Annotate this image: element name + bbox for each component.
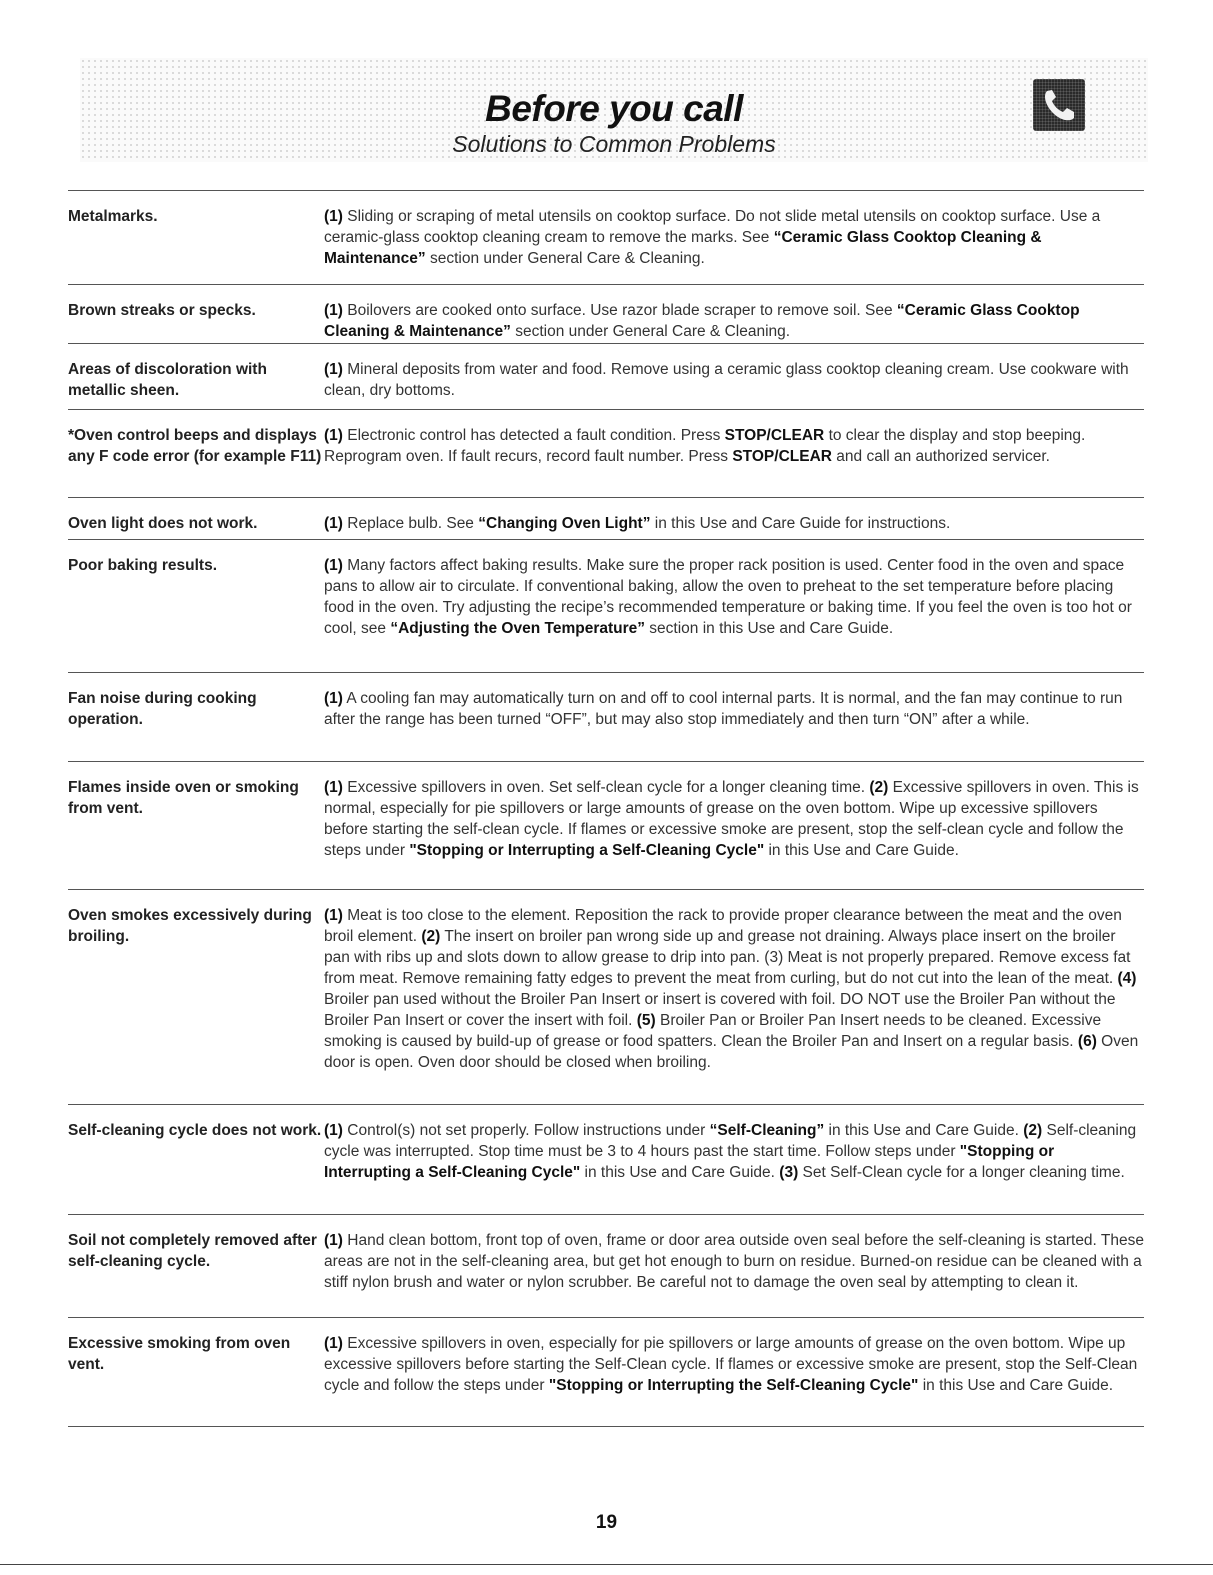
problem-label: Poor baking results. [68,557,218,574]
table-row [68,1214,1144,1317]
table-row [68,497,1144,539]
solution-text: (1) Hand clean bottom, front top of oven, frame or door area outside oven seal before the self-cleaning is started. These areas are not in the self-cleaning area, but get hot enough to burn on residue. Burned-on residue can be cleaned with a stiff nylon brush and water or nylon scrubber. Be careful not to damage the oven seal by attempting to clean it. [324,1232,1144,1291]
emphasis-text: (1) [324,1335,343,1352]
emphasis-text: (4) [1117,970,1137,987]
page-number: 19 [595,1512,618,1533]
phone-handset-icon [1033,79,1085,131]
problem-label: Areas of discoloration with metallic sheen. [68,361,267,399]
emphasis-text: (6) [1077,1033,1097,1050]
problem-label: Oven smokes excessively during broiling. [68,907,312,945]
emphasis-text: "Stopping or Interrupting a Self-Cleaning Cycle" [324,1143,1055,1181]
emphasis-text: (1) [324,1232,343,1249]
solution-text: (1) Excessive spillovers in oven, especially for pie spillovers or large amounts of grease on the oven bottom. Wipe up excessive spillovers before starting the Self-Clean cycle. If flames or excessive smoke are present, stop the Self-Clean cycle and follow the steps under "Stopping or Interrupting the Self-Cleaning Cycle" in this Use and Care Guide. [324,1335,1138,1394]
emphasis-text: (1) [324,690,343,707]
emphasis-text: “Ceramic Glass Cooktop Cleaning & Maintenance” [324,302,1080,340]
emphasis-text: (2) [421,928,441,945]
solution-text: (1) Mineral deposits from water and food. Remove using a ceramic glass cooktop cleaning cream. Use cookware with clean, dry bottoms. [324,361,1129,399]
table-row [68,190,1144,284]
emphasis-text: (1) [324,302,343,319]
table-row [68,343,1144,409]
emphasis-text: (3) [779,1164,799,1181]
table-row [68,409,1144,497]
page-subtitle: Solutions to Common Problems [452,131,776,157]
solution-text: (1) A cooling fan may automatically turn on and off to cool internal parts. It is normal, and the fan may continue to run after the range has been turned “OFF”, but may also stop immediately and then turn “ON” after a while. [324,690,1123,728]
emphasis-text: STOP/CLEAR [724,427,825,444]
emphasis-text: STOP/CLEAR [732,448,832,465]
troubleshooting-table [68,190,1144,1427]
emphasis-text: (1) [324,779,343,796]
table-row [68,539,1144,672]
solution-text: (1) Excessive spillovers in oven. Set self-clean cycle for a longer cleaning time. (2) Excessive spillovers in oven. This is normal, especially for pie spillovers or large amounts of grease on the oven bottom. Wipe up excessive spillovers before starting the self-clean cycle. If flames or excessive smoke are present, stop the self-clean cycle and follow the steps under "Stopping or Interrupting a Self-Cleaning Cycle" in this Use and Care Guide. [324,779,1139,859]
emphasis-text: “Ceramic Glass Cooktop Cleaning & Maintenance” [324,229,1042,267]
emphasis-text: (1) [324,907,343,924]
table-row [68,1317,1144,1427]
problem-label: Flames inside oven or smoking from vent. [68,779,299,817]
table-row [68,284,1144,343]
problem-label: Self-cleaning cycle does not work. [68,1122,322,1139]
emphasis-text: “Adjusting the Oven Temperature” [390,620,645,637]
emphasis-text: “Changing Oven Light” [478,515,651,532]
problem-label: Oven light does not work. [68,515,258,532]
solution-text: (1) Many factors affect baking results. Make sure the proper rack position is used. Center food in the oven and space pans to allow air to circulate. If conventional baking, allow the oven to preheat to the set temperature before placing food in the oven. Try adjusting the recipe’s recommended temperature or baking time. If you feel the oven is too hot or cool, see “Adjusting the Oven Temperature” section in this Use and Care Guide. [324,557,1132,637]
solution-text: (1) Control(s) not set properly. Follow instructions under “Self-Cleaning” in this Use and Care Guide. (2) Self-cleaning cycle was interrupted. Stop time must be 3 to 4 hours past the start time. Follow steps under "Stopping or Interrupting a Self-Cleaning Cycle" in this Use and Care Guide. (3) Set Self-Clean cycle for a longer cleaning time. [324,1122,1137,1181]
emphasis-text: "Stopping or Interrupting the Self-Cleaning Cycle" [548,1377,919,1394]
problem-label: Soil not completely removed after self-cleaning cycle. [68,1232,317,1270]
solution-text: (1) Replace bulb. See “Changing Oven Light” in this Use and Care Guide for instructions. [324,515,951,532]
problem-label: Brown streaks or specks. [68,302,256,319]
emphasis-text: (2) [1023,1122,1043,1139]
table-row [68,672,1144,761]
page-title: Before you call [485,88,743,129]
table-row [68,761,1144,889]
emphasis-text: (1) [324,1122,343,1139]
emphasis-text: (2) [869,779,889,796]
problem-label: Excessive smoking from oven vent. [68,1335,291,1373]
emphasis-text: (1) [324,208,343,225]
page-header [80,58,1148,162]
emphasis-text: “Self-Cleaning” [709,1122,825,1139]
solution-text: (1) Meat is too close to the element. Reposition the rack to provide proper clearance between the meat and the oven broil element. (2) The insert on broiler pan wrong side up and grease not draining. Always place insert on the broiler pan with ribs up and slots down to allow grease to drip into pan. (3) Meat is not properly prepared. Remove excess fat from meat. Remove remaining fatty edges to prevent the meat from curling, but do not cut into the lean of the meat. (4) Broiler pan used without the Broiler Pan Insert or insert is covered with foil. DO NOT use the Broiler Pan without the Broiler Pan Insert or cover the insert with foil. (5) Broiler Pan or Broiler Pan Insert needs to be cleaned. Excessive smoking is caused by build-up of grease or food spatters. Clean the Broiler Pan and Insert on a regular basis. (6) Oven door is open. Oven door should be closed when broiling. [324,907,1139,1071]
problem-label: Metalmarks. [68,208,158,225]
problem-label: Fan noise during cooking operation. [68,690,257,728]
emphasis-text: (1) [324,557,343,574]
table-row [68,1104,1144,1214]
emphasis-text: (5) [636,1012,656,1029]
emphasis-text: "Stopping or Interrupting a Self-Cleaning Cycle" [409,842,765,859]
problem-label: *Oven control beeps and displays any F code error (for example F11) [68,427,322,465]
solution-text: (1) Sliding or scraping of metal utensils on cooktop surface. Do not slide metal utensils on cooktop surface. Use a ceramic-glass cooktop cleaning cream to remove the marks. See “Ceramic Glass Cooktop Cleaning & Maintenance” section under General Care & Cleaning. [324,208,1101,267]
emphasis-text: (1) [324,361,343,378]
emphasis-text: (1) [324,515,343,532]
solution-text: (1) Electronic control has detected a fault condition. Press STOP/CLEAR to clear the display and stop beeping. Reprogram oven. If fault recurs, record fault number. Press STOP/CLEAR and call an authorized servicer. [324,427,1086,465]
solution-text: (1) Boilovers are cooked onto surface. Use razor blade scraper to remove soil. See “Ceramic Glass Cooktop Cleaning & Maintenance” section under General Care & Cleaning. [324,302,1080,340]
emphasis-text: (1) [324,427,343,444]
bottom-rule [0,1564,1213,1565]
table-row [68,889,1144,1104]
